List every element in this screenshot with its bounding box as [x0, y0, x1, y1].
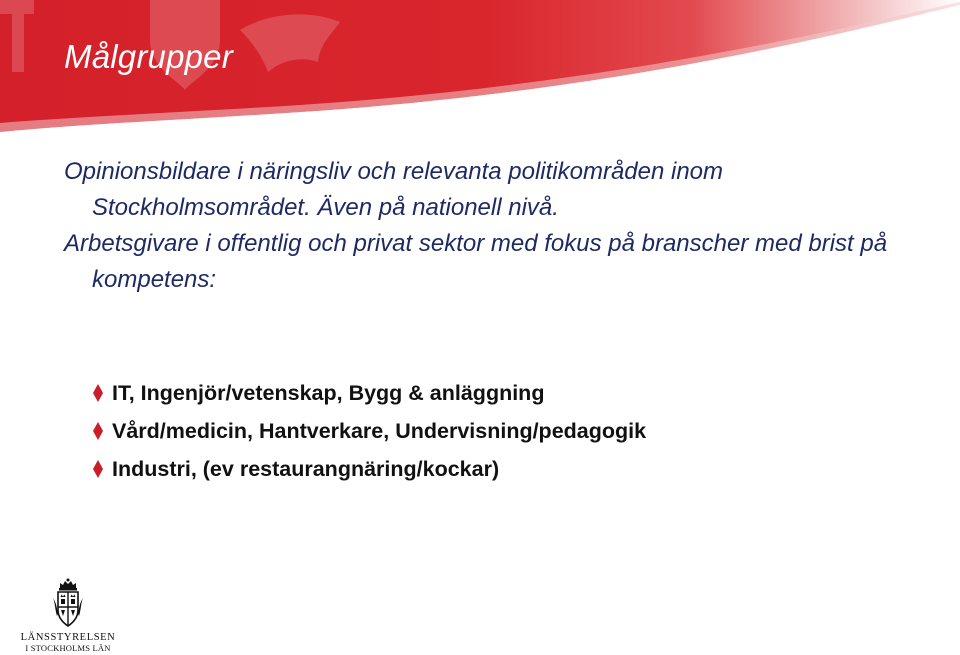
bullet-text: Vård/medicin, Hantverkare, Undervisning/pedagogik: [112, 418, 647, 443]
diamond-bullet-icon: [93, 422, 103, 440]
logo-text-line-2: I STOCKHOLMS LÄN: [25, 643, 111, 653]
slide-title: Målgrupper: [64, 38, 233, 75]
sector-bullet-list: [93, 374, 646, 488]
diamond-bullet-icon: [93, 384, 103, 402]
list-item: [93, 412, 646, 450]
logo-text-line-1: LÄNSSTYRELSEN: [20, 632, 116, 643]
lansstyrelsen-logo: [14, 578, 122, 652]
list-item: [93, 374, 646, 412]
coat-of-arms-icon: [52, 578, 84, 630]
paragraph-employers: Arbetsgivare i offentlig och privat sektor med fokus på branscher med brist på kompetens:: [64, 230, 888, 293]
paragraph-opinion-makers: Opinionsbildare i näringsliv och relevanta politikområden inom Stockholmsområdet. Även på nationell nivå.: [64, 158, 724, 221]
diamond-bullet-icon: [93, 460, 103, 478]
list-item: [93, 450, 646, 488]
bullet-text: IT, Ingenjör/vetenskap, Bygg & anläggning: [112, 380, 545, 405]
bullet-text: Industri, (ev restaurangnäring/kockar): [112, 456, 500, 481]
body-text: [64, 154, 934, 298]
